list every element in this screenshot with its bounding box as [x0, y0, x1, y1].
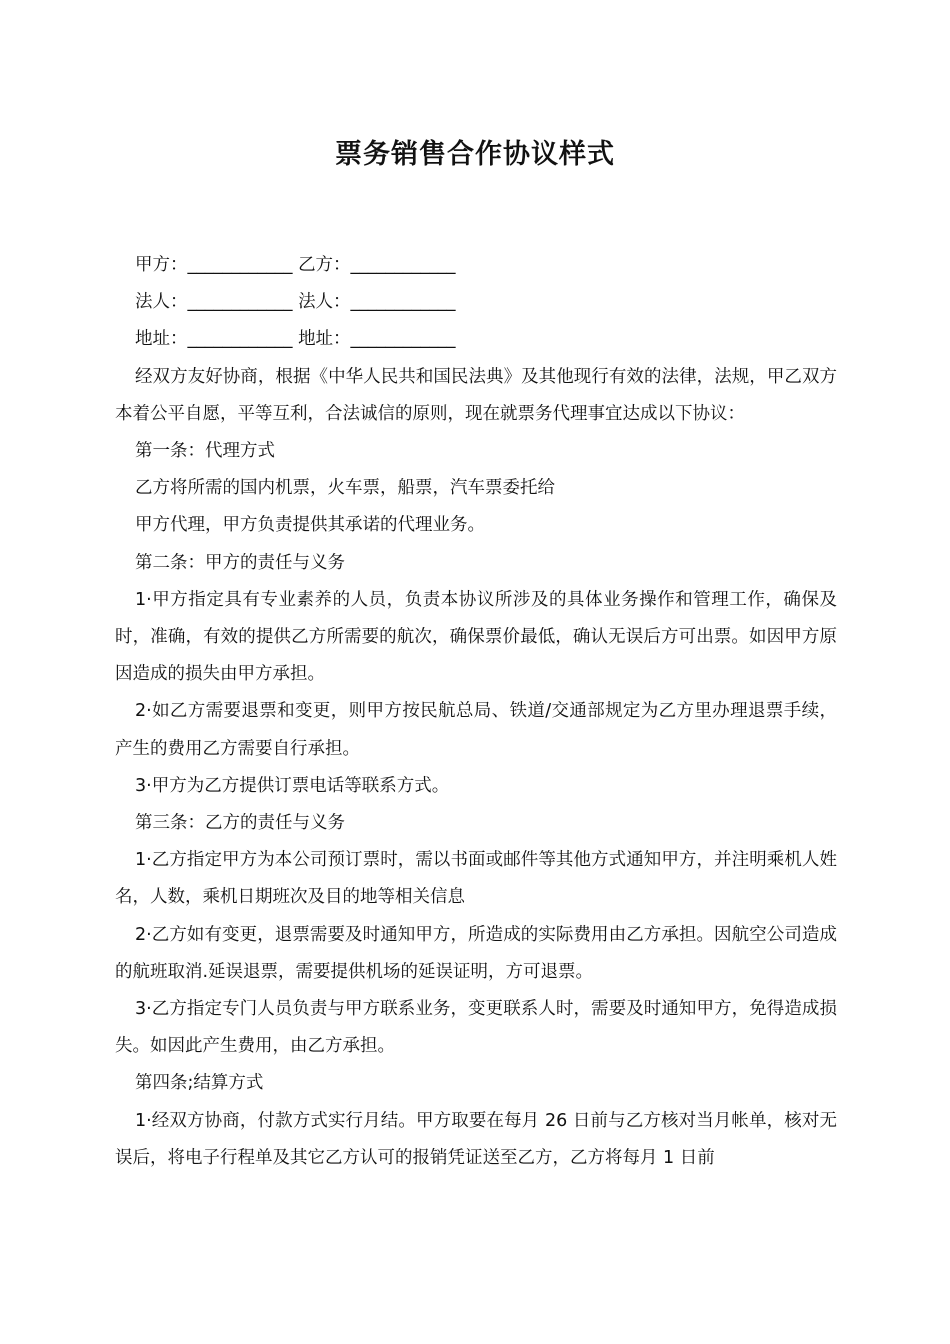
- party-line-names: 甲方：____________ 乙方：____________: [135, 255, 456, 275]
- article-4-heading: 第四条;结算方式: [135, 1073, 264, 1094]
- article-2-clause-1: 1·甲方指定具有专业素养的人员，负责本协议所涉及的具体业务操作和管理工作，确保及时，准确，有效的提供乙方所需要的航次，确保票价最低，确认无误后方可出票。如因甲方原因造成的损失由甲方承担。: [115, 589, 837, 685]
- article-2-heading: 第二条：甲方的责任与义务: [135, 552, 345, 573]
- article-4-clause-1: 1·经双方协商，付款方式实行月结。甲方取要在每月 26 日前与乙方核对当月帐单，核对无误后，将电子行程单及其它乙方认可的报销凭证送至乙方，乙方将每月 1 日前: [115, 1110, 837, 1168]
- preamble-paragraph: 经双方友好协商，根据《中华人民共和国民法典》及其他现行有效的法律，法规，甲乙双方本着公平自愿，平等互利，合法诚信的原则，现在就票务代理事宜达成以下协议：: [115, 366, 837, 424]
- party-line-legal-rep: 法人：____________ 法人：____________: [135, 292, 456, 313]
- document-body: [115, 247, 837, 1177]
- article-1-text-b: 甲方代理，甲方负责提供其承诺的代理业务。: [135, 515, 485, 536]
- article-2-clause-2: 2·如乙方需要退票和变更，则甲方按民航总局、铁道/交通部规定为乙方里办理退票手续，产生的费用乙方需要自行承担。: [115, 701, 837, 759]
- article-3-clause-1: 1·乙方指定甲方为本公司预订票时，需以书面或邮件等其他方式通知甲方，并注明乘机人姓名，人数，乘机日期班次及目的地等相关信息: [115, 850, 837, 908]
- document-title: 票务销售合作协议样式: [335, 139, 615, 170]
- party-line-address: 地址：____________ 地址：____________: [135, 329, 456, 350]
- article-3-clause-3: 3·乙方指定专门人员负责与甲方联系业务，变更联系人时，需要及时通知甲方，免得造成损失。如因此产生费用，由乙方承担。: [115, 999, 837, 1057]
- article-3-clause-2: 2·乙方如有变更，退票需要及时通知甲方，所造成的实际费用由乙方承担。因航空公司造成的航班取消.延误退票，需要提供机场的延误证明，方可退票。: [115, 924, 837, 982]
- article-3-heading: 第三条：乙方的责任与义务: [135, 813, 345, 834]
- article-2-clause-3: 3·甲方为乙方提供订票电话等联系方式。: [135, 775, 450, 796]
- article-1-heading: 第一条：代理方式: [135, 441, 275, 462]
- article-1-text-a: 乙方将所需的国内机票，火车票，船票，汽车票委托给: [135, 478, 555, 499]
